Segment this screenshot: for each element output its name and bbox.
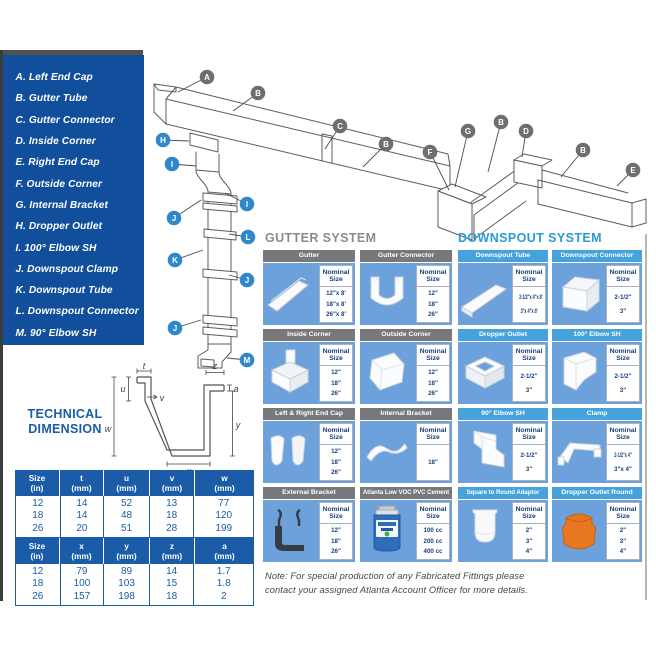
size-value: 26" bbox=[428, 390, 438, 398]
cell-value: 52 bbox=[120, 497, 133, 509]
product-card-title: Dropper Outlet Round bbox=[552, 487, 642, 499]
size-value: 18" bbox=[428, 379, 438, 387]
header-cell: w (mm) bbox=[195, 470, 254, 496]
callout-letter: J bbox=[172, 323, 178, 333]
product-card-title: Gutter bbox=[263, 250, 355, 262]
product-card-body bbox=[458, 342, 548, 404]
product-card-body bbox=[263, 342, 355, 404]
size-list bbox=[417, 366, 449, 402]
cell-value: 1.8 bbox=[216, 578, 231, 589]
size-list bbox=[513, 445, 545, 481]
parts-legend bbox=[3, 55, 144, 345]
callout-letter: B bbox=[498, 117, 504, 127]
product-card bbox=[458, 487, 548, 562]
size-list bbox=[607, 287, 639, 323]
size-value: 12" bbox=[331, 369, 341, 377]
legend-item: L. Downspout Connector bbox=[15, 306, 139, 318]
header-cell: Size (in) bbox=[15, 538, 60, 564]
nominal-size-label: Nominal Size bbox=[417, 345, 449, 366]
cell-value: 18 bbox=[166, 510, 178, 521]
size-value: 3" bbox=[525, 465, 533, 473]
cell-value: 15 bbox=[166, 578, 178, 589]
cell-value: 14 bbox=[76, 510, 88, 521]
cell-value: 13 bbox=[166, 497, 178, 509]
nominal-size-label: Nominal Size bbox=[607, 424, 639, 445]
size-list bbox=[607, 524, 639, 560]
icon-gutter bbox=[265, 265, 315, 323]
cell-value: 20 bbox=[76, 522, 88, 534]
size-value: 12" bbox=[331, 448, 341, 456]
product-card-title: External Bracket bbox=[263, 487, 355, 499]
body-cell bbox=[16, 496, 61, 537]
callout-letter: M bbox=[243, 355, 251, 365]
size-value: 18" bbox=[331, 458, 341, 466]
product-card bbox=[263, 250, 355, 325]
size-value: 3" bbox=[525, 386, 533, 394]
cell-value: 2 bbox=[220, 590, 227, 602]
header-cell: u (mm) bbox=[104, 470, 150, 496]
callout-leader-line bbox=[455, 131, 468, 187]
size-value: 2-1/2" bbox=[520, 372, 538, 380]
cell-value: 26 bbox=[32, 590, 44, 602]
nominal-size-label: Nominal Size bbox=[417, 503, 449, 524]
product-card-body bbox=[360, 263, 452, 325]
icon-outside-corner bbox=[362, 344, 412, 402]
size-value: 12" bbox=[428, 369, 438, 377]
note-line2: contact your assigned Atlanta Account Officer for more details. bbox=[265, 584, 528, 595]
size-list bbox=[607, 445, 639, 481]
callout-letter: K bbox=[172, 255, 178, 265]
size-list bbox=[320, 287, 352, 323]
dimension-label-y: y bbox=[235, 420, 241, 430]
product-card-body bbox=[458, 500, 548, 562]
product-card-title: Gutter Connector bbox=[360, 250, 452, 262]
cell-value: 48 bbox=[120, 510, 133, 521]
dimension-table-header bbox=[15, 470, 254, 496]
icon-elbow-90 bbox=[460, 423, 510, 481]
product-card-body bbox=[263, 263, 355, 325]
legend-item: E. Right End Cap bbox=[15, 157, 100, 169]
nominal-size-box bbox=[319, 344, 353, 402]
icon-clamp bbox=[554, 423, 604, 481]
nominal-size-label: Nominal Size bbox=[417, 424, 449, 445]
icon-downspout-tube bbox=[460, 265, 510, 323]
nominal-size-box bbox=[319, 502, 353, 560]
dimension-table-body bbox=[15, 564, 254, 606]
product-card-body bbox=[360, 500, 452, 562]
dimension-label-v: v bbox=[159, 393, 165, 403]
icon-end-cap bbox=[265, 423, 315, 481]
icon-elbow-100 bbox=[554, 344, 604, 402]
size-list bbox=[513, 366, 545, 402]
size-list bbox=[417, 445, 449, 481]
size-value: 26" bbox=[331, 390, 341, 398]
product-card-title: Left & Right End Cap bbox=[263, 408, 355, 420]
legend-item: D. Inside Corner bbox=[15, 136, 96, 148]
cross-section-diagram bbox=[98, 360, 248, 478]
cell-value: 18 bbox=[32, 510, 44, 521]
body-cell bbox=[61, 496, 105, 537]
product-card-title: Dropper Outlet bbox=[458, 329, 548, 341]
cell-value: 51 bbox=[120, 522, 133, 534]
product-card bbox=[360, 487, 452, 562]
callout-letter: J bbox=[244, 275, 250, 285]
nominal-size-box bbox=[606, 344, 640, 402]
cell-value: 157 bbox=[73, 590, 91, 602]
profile-outline bbox=[137, 377, 224, 456]
size-value: 200 cc bbox=[423, 537, 443, 545]
downspout-system-title: DOWNSPOUT SYSTEM bbox=[458, 231, 602, 245]
cell-value: 18 bbox=[166, 590, 178, 602]
icon-internal-bracket bbox=[362, 423, 412, 481]
product-card-body bbox=[552, 421, 642, 483]
cell-value: 89 bbox=[120, 565, 133, 577]
callout-letter: C bbox=[337, 121, 343, 131]
product-card bbox=[360, 329, 452, 404]
size-value: 3" bbox=[619, 386, 627, 394]
cell-value: 12 bbox=[32, 497, 44, 509]
cell-value: 199 bbox=[215, 522, 233, 534]
body-cell bbox=[61, 564, 105, 605]
size-value: 2-1/2" bbox=[614, 293, 632, 301]
technical-dimension-title-line1: TECHNICAL bbox=[27, 407, 103, 421]
nominal-size-box bbox=[512, 502, 546, 560]
dimension-label-z: z bbox=[212, 361, 218, 371]
nominal-size-label: Nominal Size bbox=[513, 345, 545, 366]
icon-dropper-round bbox=[554, 502, 604, 560]
icon-cement bbox=[362, 502, 412, 560]
cell-value: 79 bbox=[76, 565, 88, 577]
legend-item: K. Downspout Tube bbox=[15, 285, 113, 297]
size-value: 12"x 8' bbox=[326, 290, 346, 298]
dimension-lines bbox=[112, 369, 239, 467]
nominal-size-box bbox=[319, 423, 353, 481]
size-value: 4" bbox=[619, 548, 627, 556]
header-cell: a (mm) bbox=[195, 538, 254, 564]
dimension-table-header bbox=[15, 538, 254, 564]
body-cell bbox=[150, 496, 195, 537]
nominal-size-box bbox=[416, 502, 450, 560]
product-card-body bbox=[552, 342, 642, 404]
cell-value: 77 bbox=[218, 497, 230, 509]
legend-item: M. 90° Elbow SH bbox=[15, 327, 97, 339]
size-value: 3" bbox=[619, 537, 627, 545]
size-value: 3" bbox=[525, 537, 533, 545]
size-value: 26" bbox=[331, 469, 341, 477]
nominal-size-label: Nominal Size bbox=[320, 345, 352, 366]
size-value: 26"x 8' bbox=[326, 311, 346, 319]
callout-letter: I bbox=[245, 199, 249, 209]
product-card-title: Downspout Connector bbox=[552, 250, 642, 262]
size-value: 2-1/2"x 4"x 8' bbox=[519, 293, 543, 301]
note-line1: Note: For special production of any Fabricated Fittings please bbox=[265, 571, 525, 581]
icon-dropper-outlet bbox=[460, 344, 510, 402]
size-value: 3"x 4" bbox=[614, 465, 632, 473]
size-value: 12" bbox=[331, 527, 341, 535]
product-card-body bbox=[263, 500, 355, 562]
gutter-system-title: GUTTER SYSTEM bbox=[265, 231, 377, 245]
parts-legend-list bbox=[3, 55, 144, 344]
product-card-body bbox=[552, 263, 642, 325]
callout-letter: F bbox=[427, 147, 433, 157]
dimension-label-w: w bbox=[104, 424, 112, 434]
product-card bbox=[552, 250, 642, 325]
size-value: 18" bbox=[331, 379, 341, 387]
dimension-tables bbox=[15, 470, 254, 606]
legend-item: G. Internal Bracket bbox=[15, 199, 108, 211]
product-card-title: Internal Bracket bbox=[360, 408, 452, 420]
downspout-assembly bbox=[190, 133, 237, 368]
product-card-title: 100° Elbow SH bbox=[552, 329, 642, 341]
size-value: 2-1/2"x 4" bbox=[614, 451, 632, 459]
size-value: 18"x 8' bbox=[326, 300, 346, 308]
nominal-size-box bbox=[416, 423, 450, 481]
product-card-body bbox=[552, 500, 642, 562]
callout-letter: L bbox=[245, 232, 251, 242]
body-cell bbox=[150, 564, 195, 605]
size-list bbox=[417, 287, 449, 323]
nominal-size-box bbox=[606, 502, 640, 560]
product-card-body bbox=[458, 421, 548, 483]
nominal-size-label: Nominal Size bbox=[607, 345, 639, 366]
nominal-size-label: Nominal Size bbox=[320, 424, 352, 445]
product-card bbox=[458, 329, 548, 404]
cell-value: 198 bbox=[118, 590, 135, 602]
product-card bbox=[458, 250, 548, 325]
legend-item: A. Left End Cap bbox=[15, 72, 93, 84]
product-card bbox=[360, 250, 452, 325]
icon-gutter-connector bbox=[362, 265, 412, 323]
nominal-size-box bbox=[319, 265, 353, 323]
callout-letter: D bbox=[523, 126, 529, 136]
nominal-size-box bbox=[512, 344, 546, 402]
size-list bbox=[320, 366, 352, 402]
callout-letter: H bbox=[160, 135, 166, 145]
header-cell: z (mm) bbox=[150, 538, 195, 564]
size-list bbox=[417, 524, 449, 560]
technical-dimension-title-line2: DIMENSION bbox=[28, 422, 102, 436]
cell-value: 14 bbox=[166, 565, 178, 577]
nominal-size-label: Nominal Size bbox=[417, 266, 449, 287]
callout-letter: I bbox=[170, 159, 174, 169]
product-card bbox=[458, 408, 548, 483]
size-value: 3" bbox=[619, 307, 627, 315]
product-card bbox=[263, 408, 355, 483]
note-text bbox=[265, 570, 610, 597]
size-value: 18" bbox=[428, 300, 438, 308]
product-card bbox=[263, 487, 355, 562]
callout-letter: A bbox=[204, 72, 210, 82]
product-card-body bbox=[458, 263, 548, 325]
product-card bbox=[552, 487, 642, 562]
icon-inside-corner bbox=[265, 344, 315, 402]
downspout-system-grid bbox=[458, 250, 642, 562]
nominal-size-label: Nominal Size bbox=[607, 266, 639, 287]
nominal-size-label: Nominal Size bbox=[513, 266, 545, 287]
legend-item: H. Dropper Outlet bbox=[15, 221, 103, 233]
callout-letter: B bbox=[255, 88, 261, 98]
gutter-system-grid bbox=[263, 250, 452, 562]
icon-downspout-connector bbox=[554, 265, 604, 323]
header-cell: x (mm) bbox=[60, 538, 104, 564]
nominal-size-label: Nominal Size bbox=[513, 424, 545, 445]
size-value: 3"x 4"x 8' bbox=[520, 307, 538, 315]
size-value: 4" bbox=[525, 548, 533, 556]
cell-value: 14 bbox=[76, 497, 88, 509]
header-cell: v (mm) bbox=[150, 470, 195, 496]
nominal-size-box bbox=[606, 265, 640, 323]
nominal-size-label: Nominal Size bbox=[607, 503, 639, 524]
dimension-label-u: u bbox=[120, 384, 126, 394]
dimension-label-t: t bbox=[142, 361, 146, 371]
product-card bbox=[360, 408, 452, 483]
nominal-size-box bbox=[416, 265, 450, 323]
product-card-body bbox=[263, 421, 355, 483]
size-value: 18" bbox=[331, 537, 341, 545]
icon-external-bracket bbox=[265, 502, 315, 560]
body-cell bbox=[104, 496, 150, 537]
callout-letter: B bbox=[383, 139, 389, 149]
nominal-size-label: Nominal Size bbox=[320, 503, 352, 524]
product-card-title: Outside Corner bbox=[360, 329, 452, 341]
size-value: 26" bbox=[331, 548, 341, 556]
legend-item: F. Outside Corner bbox=[15, 178, 103, 190]
size-value: 2-1/2" bbox=[614, 372, 632, 380]
callout-letter: G bbox=[464, 126, 472, 136]
nominal-size-box bbox=[512, 265, 546, 323]
cell-value: 28 bbox=[166, 522, 178, 534]
header-cell: y (mm) bbox=[104, 538, 150, 564]
callout-leader-line bbox=[488, 122, 501, 172]
size-value: 400 cc bbox=[423, 548, 443, 556]
callout-letter: J bbox=[171, 213, 177, 223]
dimension-labels bbox=[105, 361, 241, 476]
size-value: 2-1/2" bbox=[520, 451, 538, 459]
gutter-run-right bbox=[538, 170, 646, 227]
cell-value: 120 bbox=[215, 510, 233, 521]
product-card-title: Square to Round Adaptor bbox=[458, 487, 548, 499]
size-value: 2" bbox=[619, 527, 627, 535]
legend-item: J. Downspout Clamp bbox=[15, 263, 119, 275]
size-list bbox=[320, 445, 352, 481]
product-card bbox=[263, 329, 355, 404]
size-value: 26" bbox=[428, 311, 438, 319]
callout-letter: E bbox=[630, 165, 636, 175]
nominal-size-box bbox=[512, 423, 546, 481]
product-card-title: 90° Elbow SH bbox=[458, 408, 548, 420]
product-card-title: Downspout Tube bbox=[458, 250, 548, 262]
dimension-table-body bbox=[15, 496, 254, 538]
size-list bbox=[513, 287, 545, 323]
legend-item: C. Gutter Connector bbox=[15, 114, 115, 126]
product-card-body bbox=[360, 342, 452, 404]
cell-value: 26 bbox=[32, 522, 44, 534]
size-list bbox=[320, 524, 352, 560]
cell-value: 100 bbox=[73, 578, 91, 589]
body-cell bbox=[194, 496, 253, 537]
size-value: 18" bbox=[428, 458, 438, 466]
body-cell bbox=[194, 564, 253, 605]
cell-value: 103 bbox=[118, 578, 135, 589]
header-cell: t (mm) bbox=[60, 470, 104, 496]
legend-item: I. 100° Elbow SH bbox=[15, 242, 97, 254]
product-card bbox=[552, 408, 642, 483]
legend-item: B. Gutter Tube bbox=[15, 93, 88, 105]
callout-letter: B bbox=[580, 145, 586, 155]
header-cell: Size (in) bbox=[15, 470, 60, 496]
nominal-size-label: Nominal Size bbox=[513, 503, 545, 524]
size-value: 2" bbox=[525, 527, 533, 535]
nominal-size-box bbox=[606, 423, 640, 481]
body-cell bbox=[104, 564, 150, 605]
cell-value: 1.7 bbox=[216, 565, 231, 577]
size-list bbox=[607, 366, 639, 402]
product-card-title: Clamp bbox=[552, 408, 642, 420]
dimension-label-a: a bbox=[233, 384, 239, 394]
icon-square-round bbox=[460, 502, 510, 560]
product-card-title: Inside Corner bbox=[263, 329, 355, 341]
size-list bbox=[513, 524, 545, 560]
nominal-size-label: Nominal Size bbox=[320, 266, 352, 287]
product-card bbox=[552, 329, 642, 404]
nominal-size-box bbox=[416, 344, 450, 402]
body-cell bbox=[16, 564, 61, 605]
cell-value: 12 bbox=[32, 565, 44, 577]
size-value: 100 cc bbox=[423, 527, 443, 535]
size-value: 12" bbox=[428, 290, 438, 298]
product-card-title: Atlanta Low VOC PVC Cement bbox=[360, 487, 452, 499]
product-card-body bbox=[360, 421, 452, 483]
cell-value: 18 bbox=[32, 578, 44, 589]
